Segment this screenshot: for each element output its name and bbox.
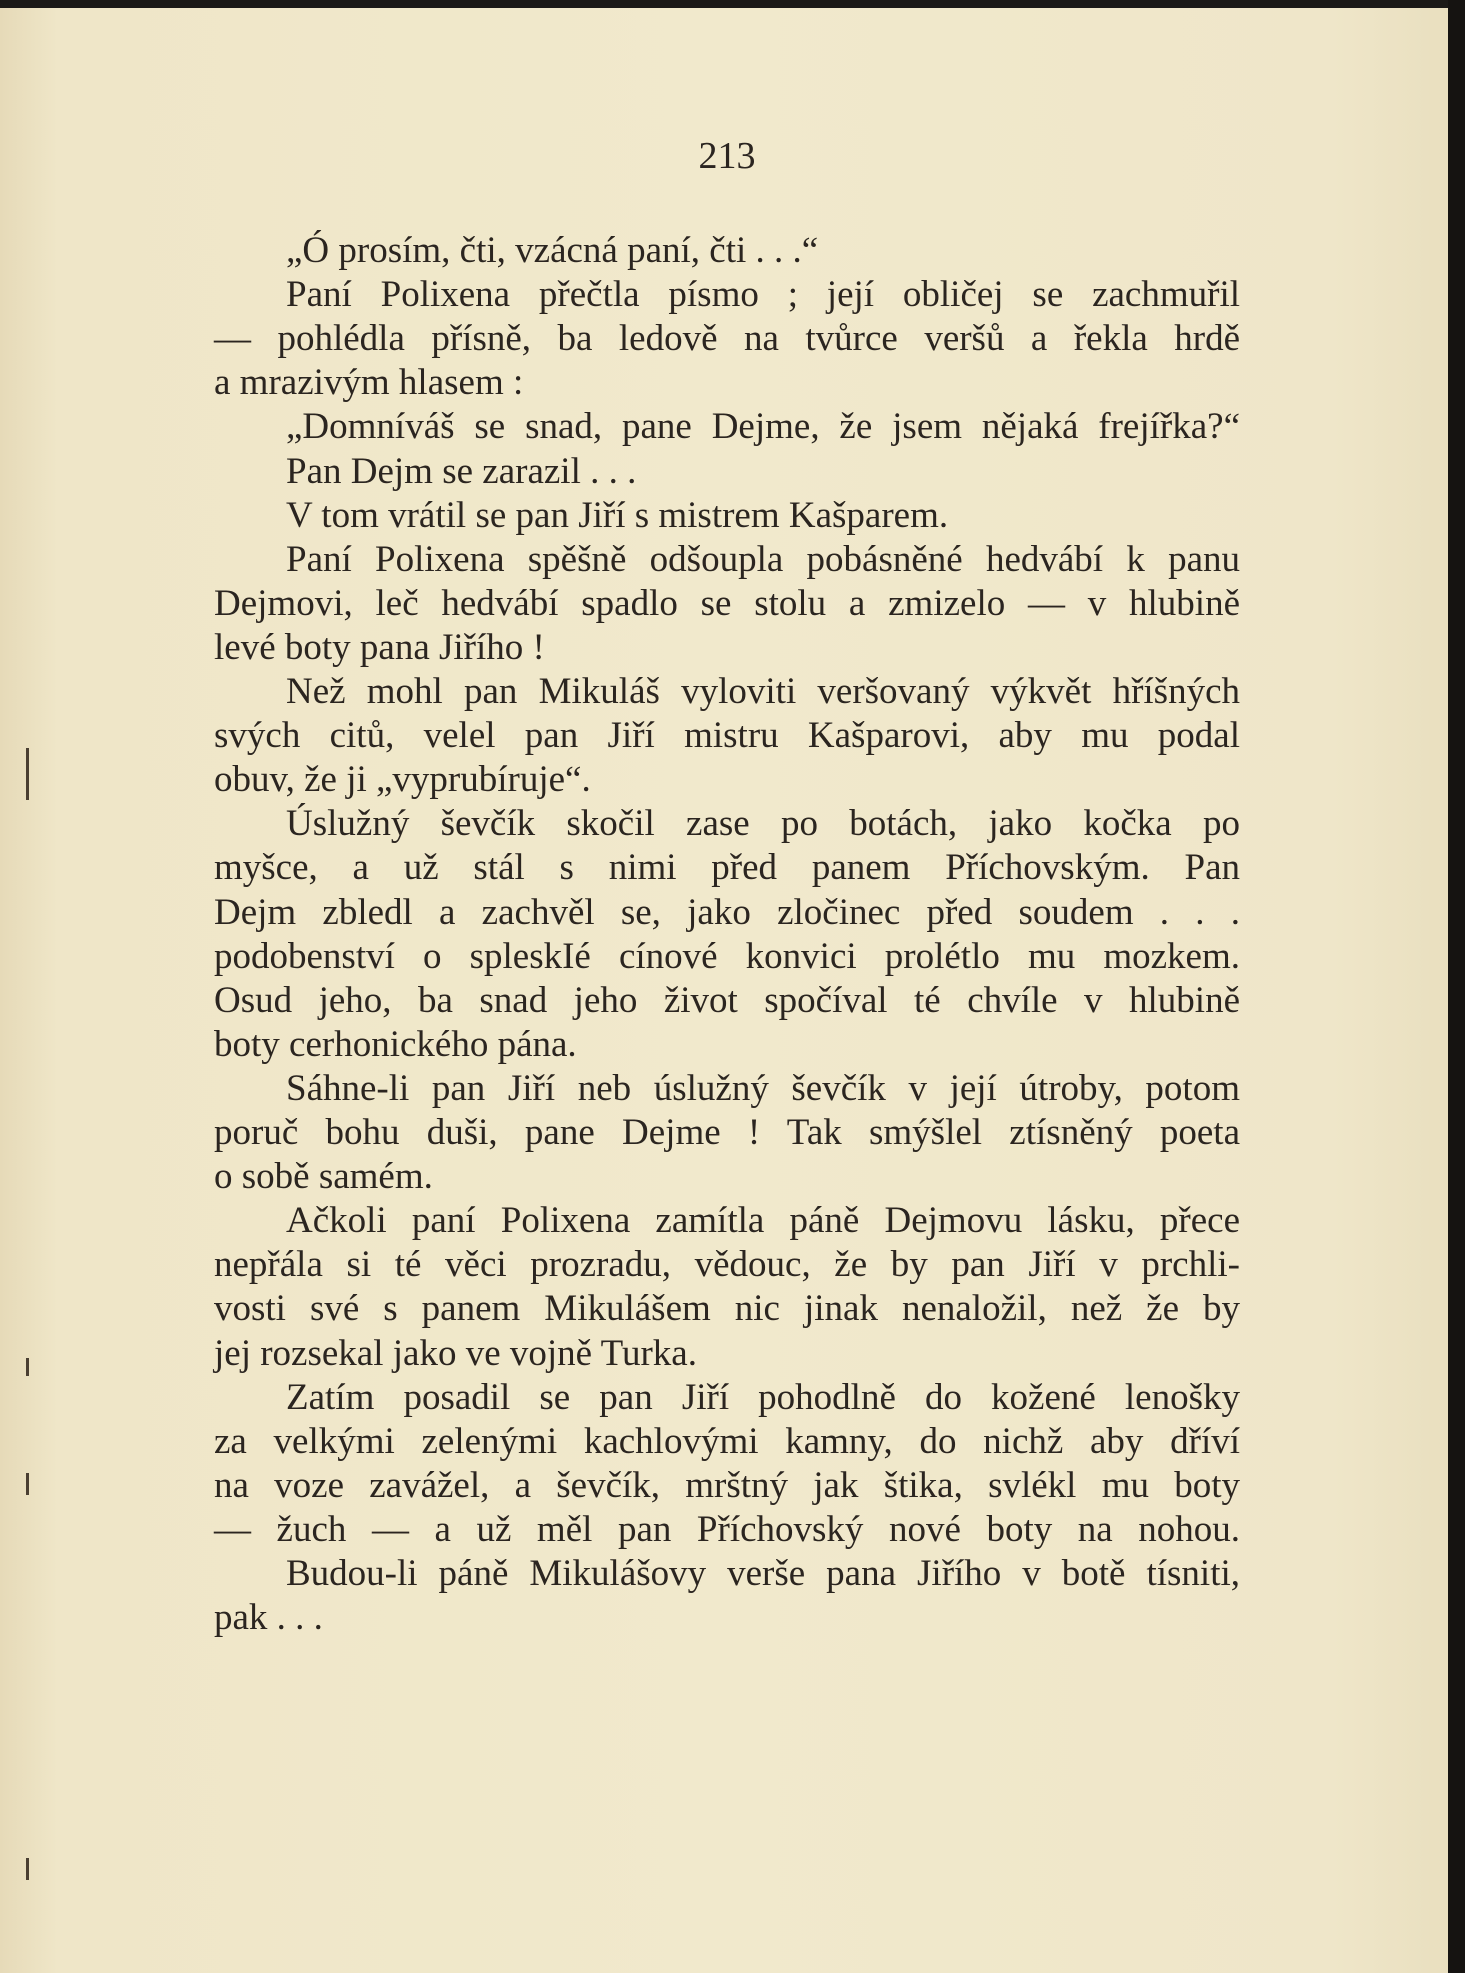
text-line: na voze zavážel, a ševčík, mrštný jak štika, svlékl mu boty: [214, 1464, 1240, 1506]
text-line: Dejmovi, leč hedvábí spadlo se stolu a zmizelo — v hlubině: [214, 582, 1240, 624]
text-line: Než mohl pan Mikuláš vyloviti veršovaný výkvět hříšných: [286, 671, 1240, 712]
book-page: [0, 8, 1448, 1973]
text-line: nepřála si té věci prozradu, vědouc, že by pan Jiří v prchli-: [214, 1244, 1240, 1286]
text-line: poruč bohu duši, pane Dejme ! Tak smýšlel ztísněný poeta: [214, 1112, 1240, 1153]
text-line: Osud jeho, ba snad jeho život spočíval té chvíle v hlubině: [214, 979, 1240, 1021]
text-line: Zatím posadil se pan Jiří pohodlně do kožené lenošky: [286, 1376, 1240, 1418]
text-line: Paní Polixena spěšně odšoupla pobásněné hedvábí k panu: [286, 538, 1240, 580]
text-line: Dejm zbledl a zachvěl se, jako zločinec před soudem . . .: [214, 891, 1240, 933]
text-line: Paní Polixena přečtla písmo ; její obličej se zachmuřil: [286, 274, 1240, 316]
text-line: vosti své s panem Mikulášem nic jinak nenaložil, než že by: [214, 1288, 1240, 1330]
text-line: myšce, a už stál s nimi před panem Příchovským. Pan: [214, 847, 1240, 889]
text-line: V tom vrátil se pan Jiří s mistrem Kašparem.: [286, 494, 949, 536]
gutter-mark: [26, 1473, 29, 1495]
text-line: Budou-li páně Mikulášovy verše pana Jiřího v botě tísniti,: [286, 1553, 1240, 1594]
text-line: — pohlédla přísně, ba ledově na tvůrce veršů a řekla hrdě: [214, 318, 1240, 360]
text-line: Ačkoli paní Polixena zamítla páně Dejmovu lásku, přece: [286, 1200, 1240, 1242]
text-line: Úslužný ševčík skočil zase po botách, jako kočka po: [286, 803, 1240, 845]
text-line: a mrazivým hlasem :: [214, 362, 524, 404]
gutter-mark: [26, 1858, 29, 1880]
text-line: o sobě samém.: [214, 1156, 433, 1198]
text-line: obuv, že ji „vyprubíruje“.: [214, 759, 591, 801]
text-line: podobenství o spleskIé cínové konvici prolétlo mu mozkem.: [214, 935, 1240, 977]
scan-right-edge: [1448, 0, 1465, 1973]
text-line: „Domníváš se snad, pane Dejme, že jsem nějaká frejířka?“: [286, 406, 1240, 448]
text-line: pak . . .: [214, 1597, 323, 1639]
text-line: — žuch — a už měl pan Příchovský nové boty na nohou.: [214, 1508, 1240, 1550]
text-line: boty cerhonického pána.: [214, 1023, 577, 1065]
text-line: „Ó prosím, čti, vzácná paní, čti . . .“: [286, 230, 819, 271]
text-line: Sáhne-li pan Jiří neb úslužný ševčík v její útroby, potom: [286, 1067, 1240, 1109]
gutter-mark: [26, 748, 29, 800]
text-line: jej rozsekal jako ve vojně Turka.: [214, 1332, 697, 1374]
scan-top-edge: [0, 0, 1465, 8]
text-line: Pan Dejm se zarazil . . .: [286, 450, 637, 492]
text-line: levé boty pana Jiřího !: [214, 626, 545, 668]
gutter-mark: [26, 1358, 29, 1376]
page-number: 213: [698, 135, 756, 177]
text-line: za velkými zelenými kachlovými kamny, do nichž aby dříví: [214, 1420, 1240, 1462]
text-line: svých citů, velel pan Jiří mistru Kašparovi, aby mu podal: [214, 715, 1240, 757]
